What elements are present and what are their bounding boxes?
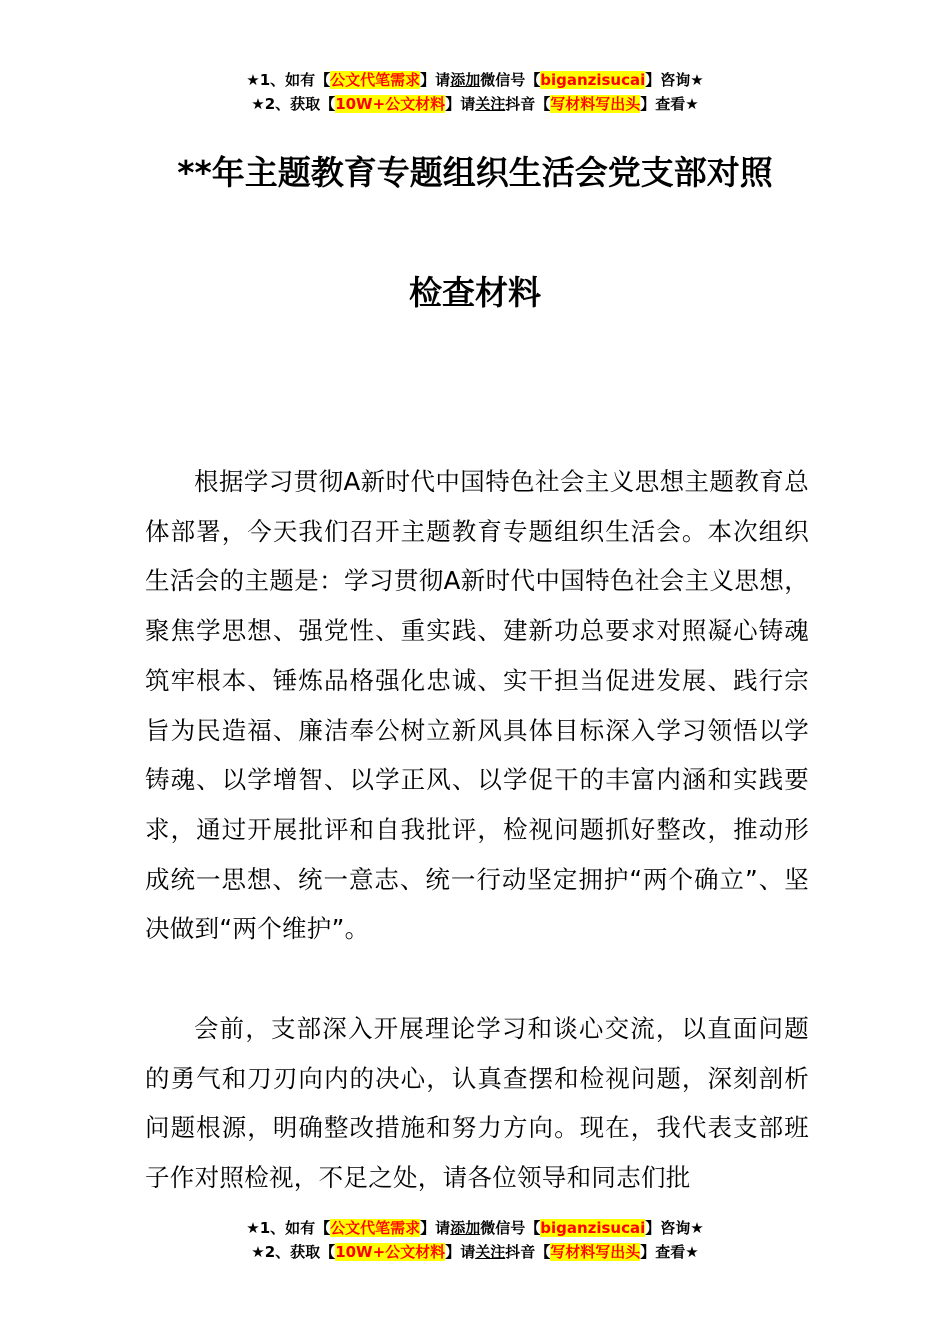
banner-underline: 添加 <box>450 1219 481 1237</box>
banner-line-2: ★2、获取【10W+公文材料】请关注抖音【写材料写出头】查看★ <box>251 95 699 113</box>
banner-line-1: ★1、如有【公文代笔需求】请添加微信号【biganzisucai】咨询★ <box>246 71 704 89</box>
banner-underline: 添加 <box>450 71 481 89</box>
banner-highlight: 10W+公文材料 <box>335 95 446 113</box>
banner-underline: 关注 <box>475 1243 506 1261</box>
banner-highlight: 写材料写出头 <box>550 1243 641 1261</box>
banner-line-2: ★2、获取【10W+公文材料】请关注抖音【写材料写出头】查看★ <box>251 1243 699 1261</box>
banner-highlight: 公文代笔需求 <box>330 1219 421 1237</box>
document-title-line-2: 检查材料 <box>409 273 541 312</box>
banner-highlight: 10W+公文材料 <box>335 1243 446 1261</box>
banner-line-1: ★1、如有【公文代笔需求】请添加微信号【biganzisucai】咨询★ <box>246 1219 704 1237</box>
header-banner <box>0 68 950 116</box>
body-paragraph-1: 根据学习贯彻A新时代中国特色社会主义思想主题教育总体部署，今天我们召开主题教育专题组织生活会。本次组织生活会的主题是：学习贯彻A新时代中国特色社会主义思想，聚焦学思想、强党性、重实践、建新功总要求对照凝心铸魂筑牢根本、锤炼品格强化忠诚、实干担当促进发展、践行宗旨为民造福、廉洁奉公树立新风具体目标深入学习领悟以学铸魂、以学增智、以学正风、以学促干的丰富内涵和实践要求，通过开展批评和自我批评，检视问题抓好整改，推动形成统一思想、统一意志、统一行动坚定拥护“两个确立”、坚决做到“两个维护”。 <box>145 467 809 944</box>
body-paragraph-2: 会前，支部深入开展理论学习和谈心交流，以直面问题的勇气和刀刃向内的决心，认真查摆和检视问题，深刻剖析问题根源，明确整改措施和努力方向。现在，我代表支部班子作对照检视，不足之处，请各位领导和同志们批 <box>145 1014 809 1193</box>
banner-highlight: 公文代笔需求 <box>330 71 421 89</box>
document-title-line-1: **年主题教育专题组织生活会党支部对照 <box>177 153 773 192</box>
banner-underline: 关注 <box>475 95 506 113</box>
banner-highlight: biganzisucai <box>540 1219 646 1237</box>
banner-highlight: 写材料写出头 <box>550 95 641 113</box>
footer-banner <box>0 1216 950 1264</box>
banner-highlight: biganzisucai <box>540 71 646 89</box>
